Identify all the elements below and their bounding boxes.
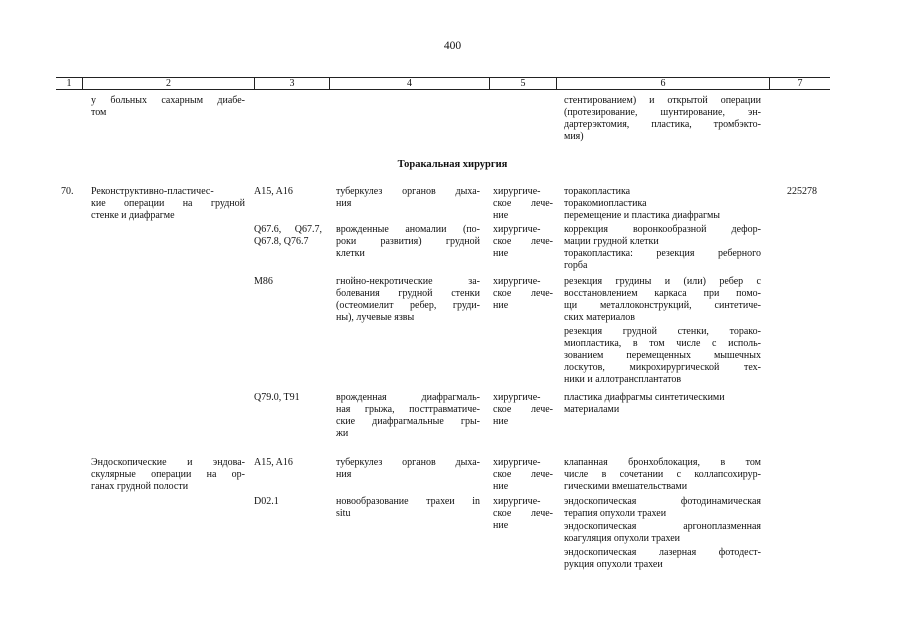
method-line: ских материалов	[564, 312, 635, 323]
icd-code: Q67.8, Q76.7	[254, 236, 309, 247]
diagnosis-line: врожденные аномалии (по-	[336, 224, 480, 235]
continuation-method-line: стентированием) и открытой операции	[564, 95, 761, 106]
method-line: горба	[564, 260, 588, 271]
method-line: миопластика, в том числе с исполь-	[564, 338, 761, 349]
treatment-type-line: ние	[493, 481, 509, 492]
diagnosis-line: туберкулез органов дыха-	[336, 457, 480, 468]
diagnosis-line: туберкулез органов дыха-	[336, 186, 480, 197]
header-col-5: 5	[520, 78, 526, 89]
diagnosis-line: ские диафрагмальные гры-	[336, 416, 480, 427]
page-number: 400	[443, 40, 462, 52]
icd-code: Q67.6, Q67.7,	[254, 224, 322, 235]
procedure-name-line: Реконструктивно-пластичес-	[91, 186, 214, 197]
diagnosis-line: гнойно-некротические за-	[336, 276, 480, 287]
continuation-name-line: у больных сахарным диабе-	[91, 95, 245, 106]
icd-code: A15, A16	[254, 186, 293, 197]
method-line: перемещение и пластика диафрагмы	[564, 210, 721, 221]
header-col-2: 2	[166, 78, 171, 89]
method-line: материалами	[564, 404, 620, 415]
row-number: 70.	[61, 186, 74, 197]
diagnosis-line: (остеомиелит ребер, груди-	[336, 300, 480, 311]
treatment-type-line: хирургиче-	[493, 276, 541, 287]
treatment-type-line: ское лече-	[493, 469, 553, 480]
procedure-name-line: Эндоскопические и эндова-	[91, 457, 245, 468]
diagnosis-line: ны), лучевые язвы	[336, 312, 415, 323]
treatment-type-line: ское лече-	[493, 198, 553, 209]
continuation-method-line: (протезирование, шунтирование, эн-	[564, 107, 761, 118]
treatment-type-line: ние	[493, 520, 509, 531]
method-line: эндоскопическая аргоноплазменная	[564, 521, 761, 532]
method-line: пластика диафрагмы синтетическими	[564, 392, 725, 403]
method-line: клапанная бронхоблокация, в том	[564, 457, 761, 468]
method-line: терапия опухоли трахеи	[564, 508, 667, 519]
treatment-type-line: ское лече-	[493, 404, 553, 415]
diagnosis-line: жи	[336, 428, 349, 439]
continuation-name-line: том	[91, 107, 107, 118]
treatment-type-line: ние	[493, 210, 509, 221]
method-line: торакомиопластика	[564, 198, 647, 209]
price-value: 225278	[787, 186, 817, 197]
method-line: рукция опухоли трахеи	[564, 559, 663, 570]
diagnosis-line: болевания грудной стенки	[336, 288, 480, 299]
treatment-type-line: ние	[493, 248, 509, 259]
section-title: Торакальная хирургия	[397, 159, 508, 170]
header-col-6: 6	[660, 78, 666, 89]
method-line: резекция грудной стенки, торако-	[564, 326, 761, 337]
procedure-name-line: стенке и диафрагме	[91, 210, 175, 221]
method-line: эндоскопическая лазерная фотодест-	[564, 547, 761, 558]
diagnosis-line: ная грыжа, посттравматиче-	[336, 404, 480, 415]
treatment-type-line: хирургиче-	[493, 392, 541, 403]
treatment-type-line: хирургиче-	[493, 186, 541, 197]
method-line: зованием перемещенных мышечных	[564, 350, 761, 361]
method-line: щи металлоконструкций, синтетиче-	[564, 300, 761, 311]
continuation-method-line: мия)	[564, 131, 584, 142]
treatment-type-line: ние	[493, 300, 509, 311]
method-line: ники и аллотрансплантатов	[564, 374, 682, 385]
icd-code: D02.1	[254, 496, 279, 507]
continuation-method-line: дартерэктомия, пластика, тромбэкто-	[564, 119, 761, 130]
icd-code: A15, A16	[254, 457, 293, 468]
method-line: коррекция воронкообразной дефор-	[564, 224, 761, 235]
diagnosis-line: ния	[336, 469, 352, 480]
diagnosis-line: роки развития) грудной	[336, 236, 480, 247]
icd-code: M86	[254, 276, 273, 287]
method-line: эндоскопическая фотодинамическая	[564, 496, 761, 507]
treatment-type-line: ское лече-	[493, 508, 553, 519]
header-col-1: 1	[66, 78, 72, 89]
header-col-3: 3	[289, 78, 295, 89]
procedure-name-line: кие операции на грудной	[91, 198, 245, 209]
method-line: восстановлением каркаса при помо-	[564, 288, 761, 299]
icd-code: Q79.0, T91	[254, 392, 300, 403]
procedure-name-line: ганах грудной полости	[91, 481, 189, 492]
method-line: гическими вмешательствами	[564, 481, 688, 492]
treatment-type-line: хирургиче-	[493, 457, 541, 468]
method-line: коагуляция опухоли трахеи	[564, 533, 680, 544]
procedure-name-line: скулярные операции на ор-	[91, 469, 245, 480]
header-col-7: 7	[797, 78, 803, 89]
treatment-type-line: ское лече-	[493, 288, 553, 299]
treatment-type-line: хирургиче-	[493, 496, 541, 507]
diagnosis-line: клетки	[336, 248, 365, 259]
treatment-type-line: хирургиче-	[493, 224, 541, 235]
diagnosis-line: ния	[336, 198, 352, 209]
header-col-4: 4	[407, 78, 412, 89]
method-line: лоскутов, микрохирургической тех-	[564, 362, 761, 373]
method-line: торакопластика	[564, 186, 631, 197]
diagnosis-line: врожденная диафрагмаль-	[336, 392, 480, 403]
method-line: мации грудной клетки	[564, 236, 659, 247]
table-header	[56, 77, 830, 90]
method-line: резекция грудины и (или) ребер с	[564, 276, 761, 287]
diagnosis-line: новообразование трахеи in	[336, 496, 480, 507]
method-line: торакопластика: резекция реберного	[564, 248, 761, 259]
treatment-type-line: ское лече-	[493, 236, 553, 247]
treatment-type-line: ние	[493, 416, 509, 427]
method-line: числе в сочетании с коллапсохирур-	[564, 469, 761, 480]
diagnosis-line: situ	[336, 508, 351, 519]
